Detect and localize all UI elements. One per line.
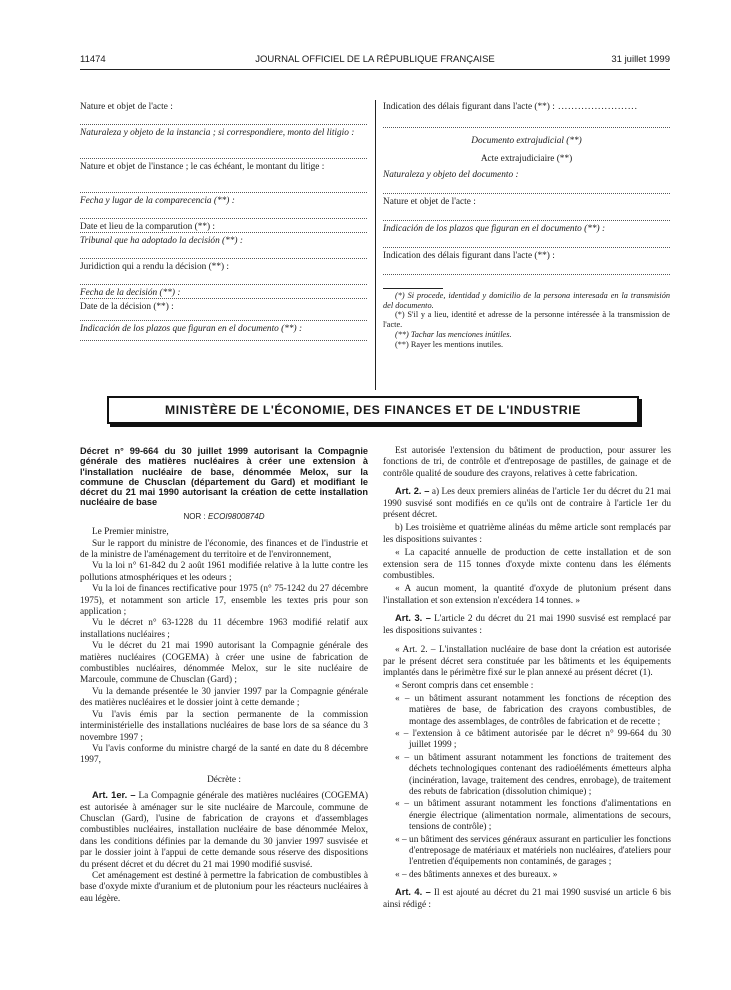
decree-visas (80, 539, 368, 767)
field-label: Nature et objet de l'instance ; le cas échéant, le montant du litige : (80, 162, 325, 172)
fill-line (80, 284, 367, 285)
footnote: (*) S'il y a lieu, identité et adresse de la personne intéressée à la transmission de l'acte. (383, 310, 670, 330)
form-left-column (80, 102, 367, 344)
visa-paragraph: Vu la demande présentée le 30 janvier 1997 par la Compagnie générale des matières nucléaires et le dossier joint à cette demande ; (80, 686, 368, 709)
form-field (80, 262, 367, 288)
doc-heading-fr: Acte extrajudiciaire (**) (480, 154, 573, 165)
fill-line (383, 274, 670, 275)
form-field (80, 162, 367, 196)
field-label: Date de la décision (**) : (80, 302, 174, 312)
extension-paragraph: Est autorisée l'extension du bâtiment de production, pour assurer les fonctions de tri, de contrôle et d'entreposage de pastilles, de gainage et de contrôle qualité de soudure des crayons, relatives à cette fabrication. (383, 446, 671, 479)
decree-decrete: Décrète : (207, 774, 241, 785)
form-field (80, 128, 367, 162)
form-field (80, 236, 367, 262)
decree-right-column (383, 446, 671, 911)
article-2-quote-1: « La capacité annuelle de production de cette installation et de son extension sera de 115 tonnes d'oxyde mixte contenu dans les éléments combustibles. (383, 548, 671, 582)
article-2-text: a) Les deux premiers alinéas de l'article 1er du décret du 21 mai 1990 susvisé sont modifiés en ce qu'ils ont de contraire à l'article 1er du présent décret. (383, 487, 671, 521)
form-field (80, 196, 367, 222)
fill-line (383, 220, 670, 221)
form-field (80, 102, 367, 128)
form-field (383, 251, 670, 278)
list-item: « – l'extension à ce bâtiment autorisée par le décret n° 99-664 du 30 juillet 1999 ; (395, 728, 671, 751)
form-field (383, 170, 670, 197)
form-field (80, 324, 367, 344)
visa-paragraph: Vu l'avis émis par la section permanente de la commission interministérielle des installations nucléaires de base lors de sa séance du 3 novembre 1997 ; (80, 709, 368, 743)
column-divider (375, 100, 376, 390)
visa-paragraph: Sur le rapport du ministre de l'économie, des finances et de l'industrie et de la ministre de l'aménagement du territoire et de l'environnement, (80, 538, 368, 560)
article-2-label: Art. 2. – (395, 486, 430, 497)
article-1-text: La Compagnie générale des matières nucléaires (COGEMA) est autorisée à aménager sur le site nucléaire de Marcoule, commune de Chusclan (Gard), l'usine de fabrication de crayons et d'assemblages combustibles nucléaires, installation nucléaire de base dénommée Melox, dans les conditions définies par la demande du 30 janvier 1997 susvisée et par le dossier joint à l'appui de cette demande sous réserve des dispositions du présent décret et du décret du 21 mai 1990 modifié susvisé. (80, 791, 369, 870)
header-rule (80, 69, 670, 70)
field-label: Nature et objet de l'acte : (383, 196, 476, 207)
article-1 (80, 790, 368, 871)
article-3 (383, 613, 671, 637)
visa-paragraph: Vu l'avis conforme du ministre chargé de la santé en date du 8 décembre 1997, (80, 743, 368, 766)
page-number: 11474 (80, 54, 106, 65)
footnotes (383, 288, 670, 350)
visa-paragraph: Vu le décret du 21 mai 1990 autorisant la Compagnie générale des matières nucléaires (COGEMA) à créer une usine de fabrication de combustibles nucléaires, dénommée Melox, sur le site nucléaire de Marcoule, commune de Chusclan (Gard) ; (80, 641, 368, 686)
fill-line (80, 124, 367, 125)
nor-reference (80, 511, 368, 522)
footnote: (*) Si procede, identidad y domicilio de la persona interesada en la transmisión del documento. (383, 290, 670, 310)
visa-paragraph: Vu la loi de finances rectificative pour 1975 (n° 75-1242 du 27 décembre 1975), et notamment son article 17, ensemble les textes pris pour son application ; (80, 584, 368, 618)
form-field (80, 302, 367, 324)
doc-heading-es: Documento extrajudicial (**) (471, 136, 582, 146)
form-field (80, 288, 367, 302)
fill-line (80, 298, 367, 299)
field-label: Juridiction qui a rendu la décision (**) : (80, 262, 229, 272)
fill-line (383, 193, 670, 194)
article-3-quote-2: « Seront compris dans cet ensemble : (395, 681, 534, 692)
article-2 (383, 486, 671, 521)
fill-line (80, 158, 367, 159)
field-label: Indication des délais figurant dans l'acte (**) : (383, 102, 555, 112)
decree-left-column (80, 446, 368, 905)
field-label: Nature et objet de l'acte : (80, 102, 173, 112)
form-field: Indication des délais figurant dans l'acte (**) : ........................ (383, 102, 670, 130)
fill-line (80, 192, 367, 193)
field-label: Indicación de los plazos que figuran en el documento (**) : (383, 223, 606, 234)
form-field (383, 197, 670, 224)
article-3-list (383, 694, 671, 882)
form-right-column (383, 102, 670, 350)
visa-paragraph: Vu le décret n° 63-1228 du 11 décembre 1963 modifié relatif aux installations nucléaires ; (80, 618, 368, 640)
ministry-title: MINISTÈRE DE L'ÉCONOMIE, DES FINANCES ET DE L'INDUSTRIE (165, 403, 581, 417)
article-4 (383, 887, 671, 911)
article-2-b: b) Les troisième et quatrième alinéas du même article sont remplacés par les dispositions suivantes : (383, 523, 671, 545)
fill-line (80, 340, 367, 341)
list-item: « – un bâtiment assurant notamment les fonctions de réception des matières de base, de fabrication des crayons combustibles, de montage des assemblages, de contrôles de fabrication et de recette ; (395, 693, 671, 727)
article-4-text: Il est ajouté au décret du 21 mai 1990 susvisé un article 6 bis ainsi rédigé : (383, 888, 671, 910)
ministry-banner (107, 396, 639, 424)
form-field (80, 222, 367, 236)
list-item: « – un bâtiment assurant notamment les fonctions d'alimentations en énergie électrique (alimentation normale, alimentations de secours, tensions de contrôle) ; (395, 799, 671, 833)
decree-opening: Le Premier ministre, (92, 527, 169, 538)
footnote: (**) Rayer les mentions inutiles. (395, 339, 504, 349)
running-header (80, 54, 670, 68)
field-label: Date et lieu de la comparution (**) : (80, 222, 216, 232)
field-label: Indicación de los plazos que figuran en el documento (**) : (80, 324, 303, 334)
field-label: Naturaleza y objeto de la instancia ; si correspondiere, monto del litigio : (80, 128, 355, 138)
issue-date: 31 juillet 1999 (611, 54, 670, 65)
footnote-separator (383, 288, 443, 289)
journal-title: JOURNAL OFFICIEL DE LA RÉPUBLIQUE FRANÇAISE (255, 54, 495, 65)
list-item: « – des bâtiments annexes et des bureaux. » (395, 869, 558, 880)
nor-code: ECOI9800874D (207, 511, 265, 521)
field-label: Tribunal que ha adoptado la decisión (**) : (80, 236, 243, 246)
article-3-quote-1: « Art. 2. – L'installation nucléaire de base dont la création est autorisée par le présent décret sera constituée par les bâtiments et les équipements implantés dans le périmètre fixé sur le plan annexé au présent décret (1). (383, 645, 671, 678)
nor-label: NOR : (183, 511, 206, 521)
list-item: « – un bâtiment assurant notamment les fonctions de traitement des déchets technologiques contenant des radioéléments émetteurs alpha (incinération, lavage, traitement des cendres, enrobage), de traitement des rebuts de fabrication (dissolution chimique) ; (395, 752, 671, 797)
article-1-label: Art. 1er. – (92, 790, 136, 801)
fill-line (383, 247, 670, 248)
form-field (383, 224, 670, 251)
fill-line (80, 320, 367, 321)
fill-line (80, 218, 367, 219)
footnote: (**) Tachar las menciones inútiles. (395, 330, 512, 339)
list-item: « – un bâtiment des services généraux assurant en particulier les fonctions d'entreposage de matériaux et matériels non nucléaires, d'ateliers pour l'entretien d'équipements non contaminés, de garages ; (395, 834, 671, 868)
decree-title: Décret n° 99-664 du 30 juillet 1999 autorisant la Compagnie générale des matières nucléaires à créer une extension à l'installation nucléaire de base, dénommée Melox, sur la commune de Chusclan (département du Gard) et modifiant le décret du 21 mai 1990 autorisant la création de cette installation nucléaire de base (80, 446, 368, 508)
field-label: Fecha de la decisión (**) : (80, 288, 181, 298)
field-label: Naturaleza y objeto del documento : (383, 169, 519, 180)
field-label: Indication des délais figurant dans l'acte (**) : (383, 250, 555, 261)
fill-line (80, 232, 367, 233)
article-1-paragraph-2: Cet aménagement est destiné à permettre la fabrication de combustibles à base d'oxyde mixte d'uranium et de plutonium pour les réacteurs nucléaires à eau légère. (80, 870, 368, 904)
article-2-quote-2: « A aucun moment, la quantité d'oxyde de plutonium présent dans l'installation et son extension n'excédera 14 tonnes. » (383, 584, 671, 606)
form-right-fields (383, 170, 670, 278)
visa-paragraph: Vu la loi n° 61-842 du 2 août 1961 modifiée relative à la lutte contre les pollutions atmosphériques et les odeurs ; (80, 561, 368, 583)
article-3-label: Art. 3. – (395, 613, 431, 624)
fill-line (80, 258, 367, 259)
article-4-label: Art. 4. – (395, 887, 431, 898)
field-label: Fecha y lugar de la comparecencia (**) : (80, 196, 235, 206)
article-3-text: L'article 2 du décret du 21 mai 1990 susvisé est remplacé par les dispositions suivantes : (383, 614, 671, 636)
